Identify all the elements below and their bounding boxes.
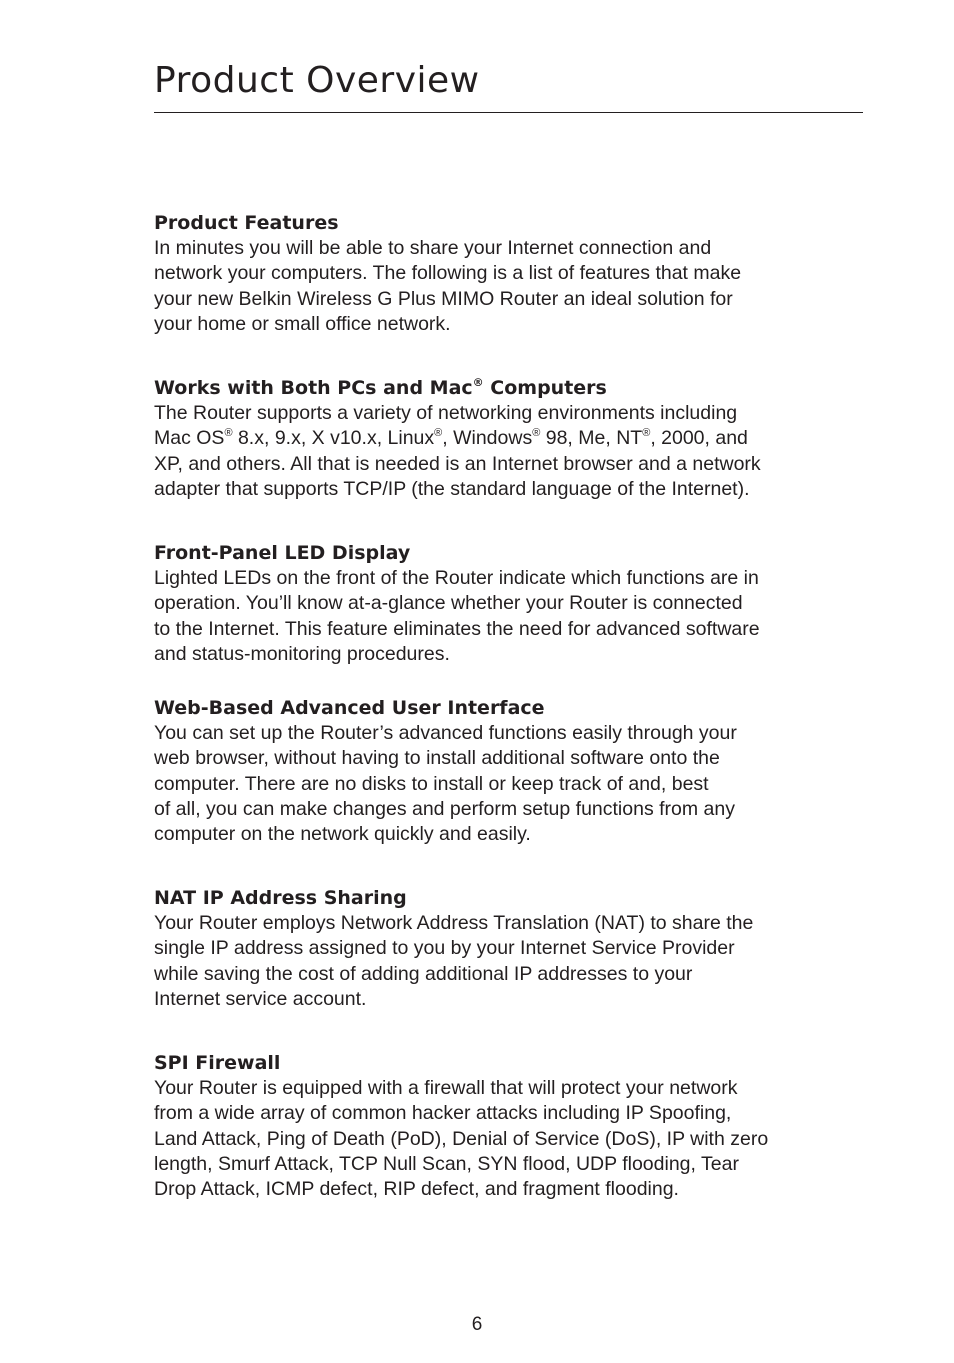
section-spi-firewall	[154, 1050, 768, 1202]
registered-mark: ®	[642, 426, 651, 439]
body-line: Internet service account.	[154, 987, 367, 1010]
page-title: Product Overview	[154, 60, 480, 101]
body-line: while saving the cost of adding additional IP addresses to your	[154, 962, 693, 985]
body-line: and status-monitoring procedures.	[154, 642, 450, 665]
section-heading: Web-Based Advanced User Interface	[154, 697, 545, 719]
body-line: Your Router is equipped with a firewall that will protect your network	[154, 1077, 738, 1099]
body-line	[154, 427, 748, 449]
registered-mark: ®	[434, 426, 443, 439]
section-nat-ip-address-sharing	[154, 885, 753, 1012]
registered-mark: ®	[472, 375, 484, 389]
body-line: of all, you can make changes and perform setup functions from any	[154, 797, 735, 820]
body-line: In minutes you will be able to share your Internet connection and	[154, 237, 712, 259]
section-product-features	[154, 210, 741, 337]
body-text: Mac OS	[154, 427, 225, 450]
section-front-panel-led-display	[154, 540, 760, 667]
body-text: , 2000, and	[650, 427, 748, 450]
body-line: XP, and others. All that is needed is an Internet browser and a network	[154, 452, 761, 475]
body-line: to the Internet. This feature eliminates the need for advanced software	[154, 617, 760, 640]
page-header	[154, 58, 863, 113]
section-works-with-pcs-and-mac	[154, 375, 761, 502]
body-line: adapter that supports TCP/IP (the standard language of the Internet).	[154, 477, 750, 500]
registered-mark: ®	[224, 426, 233, 439]
section-body	[154, 911, 753, 1012]
section-web-based-interface	[154, 695, 737, 847]
section-heading	[154, 375, 761, 401]
body-line: Lighted LEDs on the front of the Router indicate which functions are in	[154, 567, 759, 589]
section-heading: Product Features	[154, 212, 339, 234]
body-line: computer. There are no disks to install or keep track of and, best	[154, 772, 709, 795]
body-line: You can set up the Router’s advanced functions easily through your	[154, 722, 737, 744]
body-text: , Windows	[442, 427, 533, 450]
registered-mark: ®	[532, 426, 541, 439]
body-text: 8.x, 9.x, X v10.x, Linux	[232, 427, 435, 450]
body-line: computer on the network quickly and easily.	[154, 823, 531, 846]
body-line: operation. You’ll know at-a-glance whether your Router is connected	[154, 592, 743, 615]
body-line: The Router supports a variety of networking environments including	[154, 402, 738, 424]
body-line: your new Belkin Wireless G Plus MIMO Router an ideal solution for	[154, 287, 733, 310]
body-text: 98, Me, NT	[540, 427, 643, 450]
section-body	[154, 721, 737, 847]
body-line: your home or small office network.	[154, 312, 451, 335]
body-line: Land Attack, Ping of Death (PoD), Denial of Service (DoS), IP with zero	[154, 1127, 769, 1150]
section-body	[154, 566, 760, 667]
body-line: Your Router employs Network Address Translation (NAT) to share the	[154, 912, 754, 934]
body-line: from a wide array of common hacker attacks including IP Spoofing,	[154, 1102, 732, 1125]
body-line: Drop Attack, ICMP defect, RIP defect, and fragment flooding.	[154, 1178, 679, 1201]
section-heading: Front-Panel LED Display	[154, 542, 411, 564]
body-line: network your computers. The following is a list of features that make	[154, 262, 742, 285]
body-line: web browser, without having to install additional software onto the	[154, 747, 720, 770]
section-body	[154, 1076, 768, 1202]
section-heading: SPI Firewall	[154, 1052, 281, 1074]
section-body	[154, 401, 761, 502]
body-line: length, Smurf Attack, TCP Null Scan, SYN flood, UDP flooding, Tear	[154, 1152, 739, 1175]
heading-text: Computers	[483, 377, 607, 399]
page-number: 6	[471, 1314, 483, 1335]
section-body	[154, 236, 741, 337]
heading-text: Works with Both PCs and Mac	[154, 377, 473, 399]
body-line: single IP address assigned to you by your Internet Service Provider	[154, 937, 735, 960]
section-heading: NAT IP Address Sharing	[154, 887, 407, 909]
